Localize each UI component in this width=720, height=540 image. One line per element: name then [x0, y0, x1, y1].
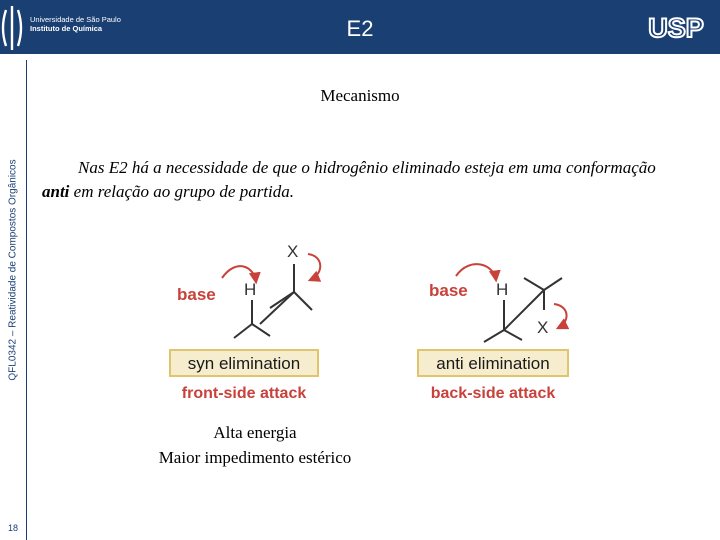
syn-x-label: X [287, 242, 299, 261]
syn-panel [170, 242, 320, 402]
page-number: 18 [7, 523, 18, 533]
anti-x-arrow [554, 304, 567, 328]
anti-x-label: X [537, 318, 549, 337]
logo-institute-name: Instituto de Química [30, 24, 103, 33]
header-bar [0, 0, 720, 54]
syn-elimination-label: syn elimination [187, 354, 301, 373]
anti-elimination-label: anti elimination [436, 354, 550, 373]
para-text-after: em relação ao grupo de partida. [69, 182, 295, 201]
para-text-before: Nas E2 há a necessidade de que o hidrogênio eliminado esteja em uma conformação [78, 158, 656, 177]
syn-bond-lower-right [252, 324, 270, 336]
syn-bond-lower-left [234, 324, 252, 338]
anti-bond-lower-right [504, 330, 522, 340]
anti-bond-upper-right [544, 278, 562, 290]
anti-bond-lower-left [484, 330, 504, 342]
syn-bond-upper-right [294, 292, 312, 310]
anti-h-label: H [496, 280, 509, 299]
syn-x-arrow [308, 254, 320, 280]
elimination-diagram [160, 232, 580, 412]
syn-h-label: H [244, 280, 257, 299]
para-bold-anti: anti [42, 182, 70, 201]
anti-base-arrow [456, 264, 496, 280]
course-label: QFL0342 – Reatividade de Compostos Orgânicos [7, 159, 19, 381]
section-subtitle: Mecanismo [320, 86, 400, 105]
energy-line-1: Alta energia [213, 423, 297, 442]
usp-logo-text: USP [648, 13, 704, 43]
energy-note [100, 420, 410, 470]
anti-base-label: base [429, 281, 468, 300]
anti-attack-label: back-side attack [430, 385, 556, 402]
energy-line-2: Maior impedimento estérico [158, 448, 352, 467]
anti-bond-upper-left [524, 278, 544, 290]
explanation-paragraph [42, 156, 682, 204]
usp-logo [646, 12, 706, 44]
logo-university-name: Universidade de São Paulo [30, 15, 121, 24]
syn-base-label: base [177, 285, 216, 304]
syn-bond-upper-cc [260, 292, 294, 324]
side-divider [26, 60, 27, 540]
anti-panel [418, 264, 568, 402]
slide-title: E2 [346, 16, 374, 41]
syn-attack-label: front-side attack [181, 385, 307, 402]
